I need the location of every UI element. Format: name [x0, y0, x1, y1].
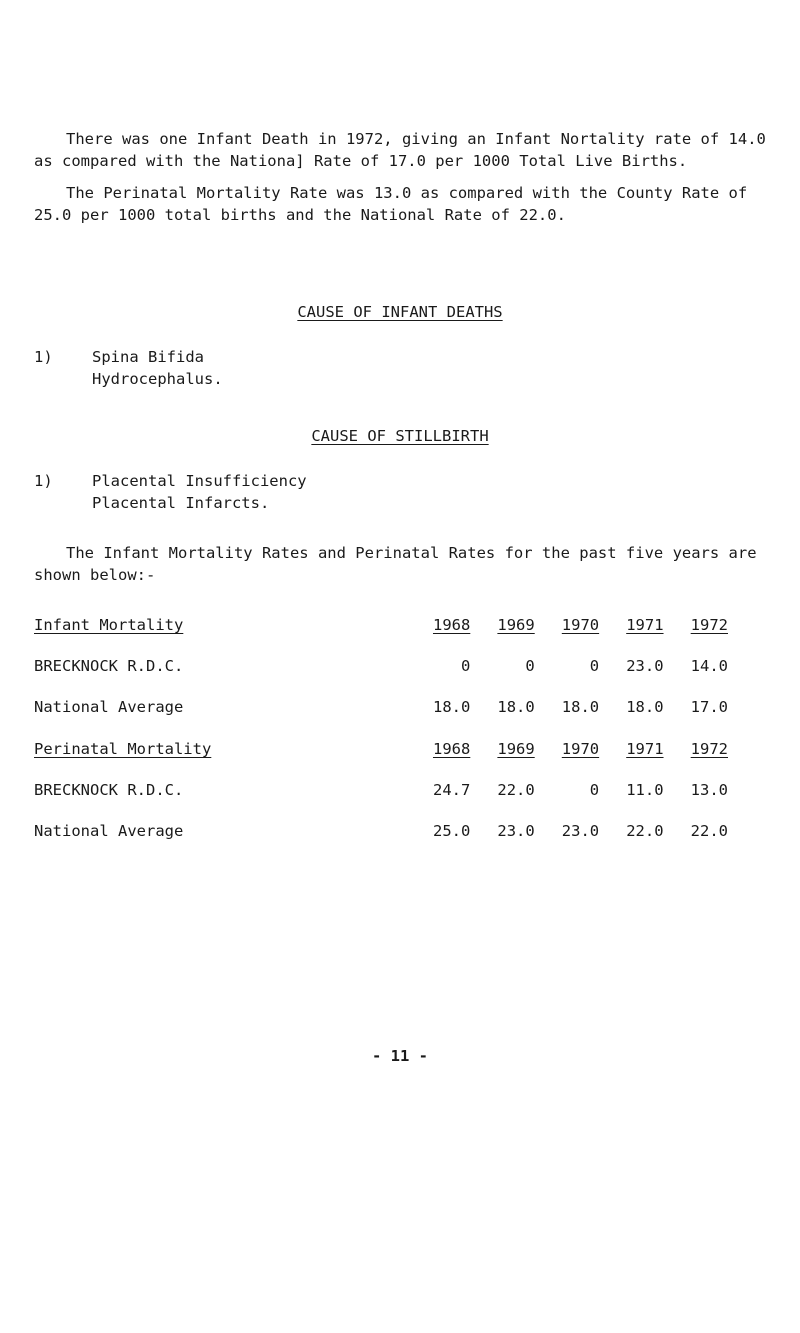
rate-cell: 22.0	[626, 822, 664, 840]
rate-cell: 0	[589, 657, 600, 675]
rate-cell: 0	[589, 781, 600, 799]
rate-cell: 14.0	[690, 657, 728, 675]
year-header: 1971	[626, 616, 664, 634]
rate-cell: 0	[460, 657, 471, 675]
infant-mortality-table	[34, 614, 734, 737]
infant-mortality-paragraph: There was one Infant Death in 1972, giving an Infant Nortality rate of 14.0 as compared with the Nationa] Rate of 17.0 per 1000 Total Live Births.	[34, 130, 766, 170]
table-row	[34, 696, 734, 737]
year-header: 1969	[497, 616, 535, 634]
rate-cell: 0	[525, 657, 535, 675]
stillbirth-cause: Placental Infarcts.	[92, 494, 270, 512]
table-row	[34, 655, 734, 696]
rate-cell: 22.0	[690, 822, 728, 840]
infant-deaths-number: 1)	[34, 348, 53, 366]
perinatal-mortality-paragraph: The Perinatal Mortality Rate was 13.0 as compared with the County Rate of 25.0 per 1000 total births and the National Rate of 22.0.	[34, 184, 748, 224]
perinatal-mortality-table	[34, 738, 734, 861]
stillbirth-heading-text: CAUSE OF STILLBIRTH	[311, 427, 489, 445]
row-label: National Average	[34, 698, 184, 716]
page-number: - 11 -	[372, 1047, 428, 1065]
infant-deaths-heading	[0, 301, 800, 323]
rate-cell: 22.0	[497, 781, 535, 799]
stillbirth-cause: Placental Insufficiency	[92, 472, 307, 490]
table-header-row	[34, 614, 734, 655]
rate-cell: 17.0	[690, 698, 728, 716]
rate-cell: 23.0	[626, 657, 664, 675]
rate-cell: 13.0	[690, 781, 728, 799]
table-header-row	[34, 738, 734, 779]
rate-cell: 24.7	[432, 781, 471, 799]
row-label: National Average	[34, 822, 184, 840]
year-header: 1972	[690, 616, 728, 634]
rate-cell: 18.0	[432, 698, 471, 716]
year-header: 1968	[432, 740, 471, 758]
rate-cell: 18.0	[561, 698, 600, 716]
table-row	[34, 820, 734, 861]
table-title: Perinatal Mortality	[34, 740, 212, 758]
table-title: Infant Mortality	[34, 616, 184, 634]
rate-cell: 11.0	[626, 781, 664, 799]
rate-cell: 25.0	[432, 822, 471, 840]
infant-deaths-heading-text: CAUSE OF INFANT DEATHS	[297, 303, 503, 321]
stillbirth-heading	[0, 425, 800, 447]
rate-cell: 18.0	[497, 698, 535, 716]
infant-death-cause: Spina Bifida	[92, 348, 204, 366]
rate-cell: 23.0	[497, 822, 535, 840]
year-header: 1972	[690, 740, 728, 758]
rate-cell: 23.0	[561, 822, 600, 840]
year-header: 1971	[626, 740, 664, 758]
year-header: 1968	[432, 616, 471, 634]
rates-intro-paragraph: The Infant Mortality Rates and Perinatal Rates for the past five years are shown below:-	[34, 544, 757, 584]
stillbirth-number: 1)	[34, 472, 53, 490]
year-header: 1970	[561, 616, 600, 634]
row-label: BRECKNOCK R.D.C.	[34, 781, 184, 799]
infant-death-cause: Hydrocephalus.	[92, 370, 223, 388]
year-header: 1969	[497, 740, 535, 758]
row-label: BRECKNOCK R.D.C.	[34, 657, 184, 675]
year-header: 1970	[561, 740, 600, 758]
table-row	[34, 779, 734, 820]
rate-cell: 18.0	[626, 698, 664, 716]
